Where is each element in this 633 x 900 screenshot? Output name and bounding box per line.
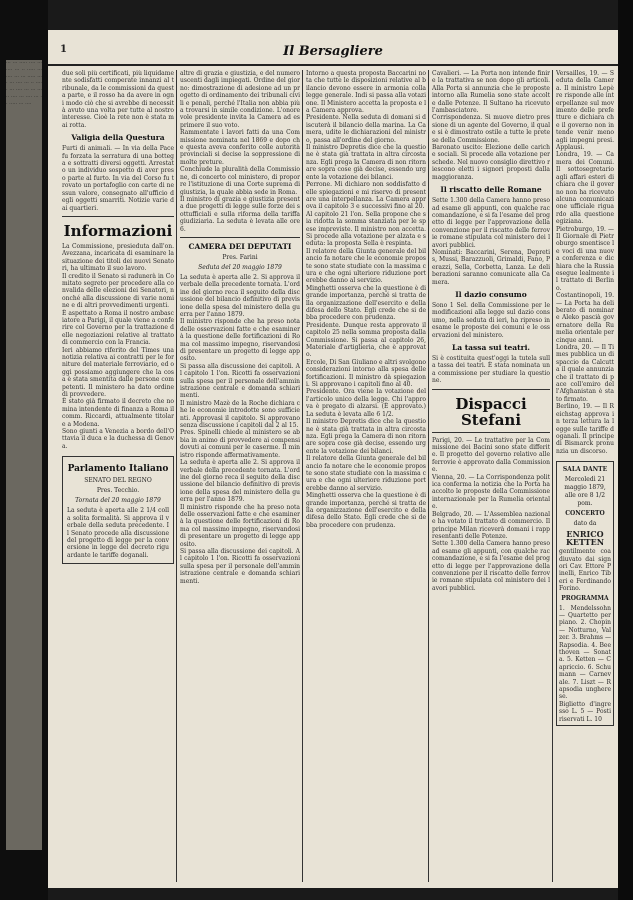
session-date: Tornata del 20 maggio 1879 [75, 497, 161, 505]
article-text: Presidente. Ora viene la votazione dell'articolo unico della legge. Chi l'approva è pregato di alzarsi. (È approvato.) La seduta è levata alle 6 1/2. [306, 388, 426, 418]
given-by-label: dato da [573, 520, 597, 528]
article-text: Il relatore della Giunta generale del bilancio fa notare che le economie proposte sono state studiate con la massima cura e che ogni ulteriore riduzione porterebbe danno al servizio. [306, 247, 426, 285]
dispatches-heading: Dispacci Stefani [455, 394, 527, 429]
column-rule [176, 70, 177, 882]
article-text: Il ministro Mazè de la Roche dichiara che le economie introdotte sono sufficienti. Approvasi il capitolo. Si approvano senza discussione i capitoli dal 2 al 15. [180, 399, 300, 430]
parliament-box [62, 456, 174, 564]
column-3 [306, 70, 426, 882]
concert-label: CONCERTO [565, 510, 605, 518]
article-text: È stato già firmato il decreto che nomina intendente di finanza a Roma il comm. Riccardi, attualmente titolare a Modena. [62, 398, 174, 428]
article-text: Minghetti osserva che la questione è di grande importanza, perché si tratta della organizzazione dell'esercito e della difesa dello Stato. Egli crede che si debba procedere con prudenza. [306, 284, 426, 322]
article-text: Berlino, 19. — Il Reichstag approva in terza lettura la legge sulle tariffe doganali. Il principe di Bismarck pronunzia un discorso. [556, 403, 614, 455]
performer-note: gentilmente coadiuvato dai signori Cav. Ettore Pinelli, Enrico Tiberi e Ferdinando Forino. [559, 548, 611, 593]
page-corner-mark: 1 [60, 44, 67, 55]
article-text: Pietroburgo, 19. — Il Giornale di Pietroburgo smentisce le voci di una nuova conferenza e dichiara che la Russia esegue lealmente il trattato di Berlino. [556, 225, 614, 292]
column-4 [432, 70, 550, 882]
venue-name: SALA DANTE [562, 466, 608, 474]
chamber-heading: CAMERA DEI DEPUTATI [188, 241, 292, 251]
article-text: Si è costituita quest'oggi la tutela sulla tassa dei teatri. È stata nominata una commissione per studiare la questione. [432, 355, 550, 385]
article-text: Belgrado, 20. — L'Assemblea nazionale ha votato il trattato di commercio. Il principe Milan riceverà domani i rappresentanti delle Potenze. [432, 510, 550, 540]
article-text: Parigi, 20. — Le trattative per la Commissione dei Bacini sono state differite. Il progetto del governo relativo alle ferrovie è approvato dalla Commissione. [432, 436, 550, 474]
article-text: Sono giunti a Venezia a bordo dell'Ottavia il duca e la duchessa di Genova. [62, 428, 174, 450]
column-rule [302, 70, 303, 882]
article-text: La seduta è aperta alle 2 1/4 colla solita formalità. Si approva il verbale della seduta precedente. Il Senato procede alla discussione del progetto di legge per la conversione in legge del decreto riguardante le tariffe doganali. [67, 507, 169, 559]
masthead [48, 44, 618, 66]
article-text: Il ministro risponde che ha preso nota delle osservazioni fatte e che esaminerà la questione delle fortificazioni di Roma col massimo impegno, riservandosi di presentare un progetto di legge apposito. [180, 503, 300, 548]
article-text: È aspettato a Roma il nostro ambasciatore a Parigi, il quale viene a conferire col Governo per la trattazione delle negoziazioni relative al trattato di commercio con la Francia. [62, 309, 174, 347]
divider [432, 389, 550, 390]
article-text: Perrone. Mi dichiaro non soddisfatto delle spiegazioni e mi riservo di presentare una interpellanza. La Camera approva il capitolo 3 e successivi fino al 20. [306, 181, 426, 211]
article-text: Sono 1 Sel. della Commissione per le modificazioni alla legge sul dazio consumo, nella seduta di ieri, ha ripreso in esame le proposte dei comuni e le osservazioni del ministero. [432, 301, 550, 339]
program-list: 1. Mendelssohn — Quartetto per piano. 2. Chopin — Notturno, Valzer. 3. Brahms — Rapsodia. 4. Beethoven — Sonata. 5. Ketten — Capriccio. 6. Schumann — Carnevale. 7. Liszt — Rapsodia ungherese. [559, 604, 611, 701]
newspaper-page [48, 30, 618, 888]
article-text: Vienna, 20. — La Corrispondenza politica conferma la notizia che la Porta ha accolto le proposte della Commissione internazionale per la Rumelia orientale. [432, 473, 550, 511]
article-text: La seduta è aperta alle 2. Si approva il verbale della precedente tornata. L'ordine del giorno reca il seguito della discussione del bilancio definitivo di previsione della spesa del ministero della guerra per l'anno 1879. [180, 459, 300, 504]
newspaper-title: Il Bersagliere [283, 44, 383, 59]
column-rule [552, 70, 553, 882]
column-5 [556, 70, 614, 882]
article-text: Il ministro Depretis dice che la questione è stata già trattata in altra circostanza. Egli prega la Camera di non ritornare sopra cose già decise, essendo urgente la votazione dei bilanci. [306, 144, 426, 181]
article-text: Ercole, Di San Giuliano e altri svolgono considerazioni intorno alla spesa delle fortificazioni. Il ministro dà spiegazioni. Si approvano i capitoli fino al 40. [306, 358, 426, 389]
section-heading: Valigia della Questura [71, 133, 165, 143]
article-text: Ieri abbiamo riferito del Times una notizia relativa ai contratti per le forniture del materiale ferroviario, ed oggi possiamo aggiungere che la cosa è stata smentita dalle persone competenti. Il ministero ha dato ordine di provvedere. [62, 346, 174, 399]
article-text: La seduta è aperta alle 2. Si approva il verbale della precedente tornata. L'ordine del giorno reca il seguito della discussione del bilancio definitivo di previsione della spesa del ministero della guerra per l'anno 1879. [180, 273, 300, 318]
article-text: Corrispondenza. Si muove dietro pressione di un agente del Governo, il quale si è dimostrato ostile a tutte le pretese della Commissione. [432, 114, 550, 144]
section-heading: Il dazio consumo [455, 289, 527, 299]
column-1 [62, 70, 174, 882]
article-text: Costantinopoli, 19. — La Porta ha deliberato di nominare Aleko pascià governatore della Rumelia orientale per cinque anni. [556, 292, 614, 344]
parliament-heading: Parlamento Italiano [67, 464, 169, 475]
section-heading: La tassa sui teatri. [451, 343, 531, 352]
adjacent-page-text: ··· ··· ····· ···· ··· ···· ··· ·· ····· ··· ···· ··· ··· ····· ···· ··· ···· ··· ·· ····· ··· ···· ··· ··· ····· ···· ··· ···· ··· ·· ····· ··· ···· [6, 60, 42, 107]
article-text: Rammentate i lavori fatti da una Commissione nominata nel 1869 e dopo che questa aveva conferito colle autorità provinciali si decise la soppressione di molte preture. [180, 129, 300, 166]
article-text: Al capitolo 21 l'on. Sella propone che sia ridotta la somma stanziata per le spese impreviste. Il ministro non accetta. Si procede alla votazione per alzata e seduta: la proposta Sella è respinta. [306, 210, 426, 248]
column-rule [428, 70, 429, 882]
session-date: Seduta del 20 maggio 1879 [198, 263, 282, 271]
section-heading: Il riscatto delle Romane [440, 185, 542, 195]
article-text: Conchiude la pluralità della Commissione, di concerto col ministero, di proporre l'istituzione di una Corte suprema di giustizia, la quale abbia sede in Roma. [180, 166, 300, 196]
article-text: altre di grazia e giustizia, e del numero uscenti dagli impiegati. Ordine del giorno: dimostrazione di adesione ad un progetto di ordinamento dei tribunali civili e penali, perché l'Italia non abbia più a trovarsi in simile condizione. L'onorevole presidente invita la Camera ad esprimere il suo voto. [180, 70, 300, 129]
article-text: Intorno a questa proposta Baccarini nota che tutte le disposizioni relative al bilancio devono essere in armonia colla legge generale. Indi si passa alla votazione. Il Ministero accetta la proposta e la Camera approva. [306, 70, 426, 115]
article-text: Versailles, 19. — Seduta della Camera. Il ministro Lepère risponde alle interpellanze sul movimento delle prefetture e dichiara che il governo non intende venir meno agli impegni presi. Applausi. [556, 70, 614, 152]
article-text: Sette 1.300 della Camera hanno preso ad esame gli appunti, con qualche raccomandazione, e si fa l'esame del progetto di legge per l'approvazione della convenzione per il riscatto delle ferrovie romane stipulata col ministero dei lavori pubblici. [432, 197, 550, 249]
concert-date: Mercoledì 21 maggio 1879, alle ore 8 1/2 pom. [564, 476, 606, 508]
article-text: La Commissione, presieduta dall'on. Avezzana, incaricata di esaminare la situazione dei titoli dei nuovi Senatori, ha ultimato il suo lavoro. [62, 242, 174, 273]
section-heading: Informazioni [63, 221, 173, 240]
article-text: due soli più certificati, più liquidamente sodisfatti comperate innanzi al tribunale, da le commissioni da questa parte, e il rosso ha da avere in ogni modo ciò che si avrebbe di necessità avuto una volta per tutte al nostro interesse. Cioè la rete non è stata mai rotta. [62, 70, 174, 129]
divider [62, 216, 174, 217]
article-text: Il ministro risponde che ha preso nota delle osservazioni fatte e che esaminerà la questione delle fortificazioni di Roma col massimo impegno, riservandosi di presentare un progetto di legge apposito. [180, 318, 300, 363]
concert-advert [556, 461, 614, 726]
article-text: Il ministro di grazia e giustizia presenta due progetti di legge sulle forze dei sottufficiali e sulla riforma della tariffa giudiziaria. La seduta è levata alle ore 6. [180, 195, 300, 233]
article-text: Cavalieri. — La Porta non intende finire la trattativa se non dopo gli articoli. Alla Porta si annunzia che le proposte intorno alla Rumelia sono state accolte dalle Potenze. Il Sultano ha ricevuto l'ambasciatore. [432, 70, 550, 115]
senate-heading: SENATO DEL REGNO [84, 477, 152, 485]
article-text: Presidente. Dunque resta approvato il capitolo 25 nella somma proposta dalla Commissione. Si passa al capitolo 26, Materiale d'artiglieria, che è approvato. [306, 321, 426, 359]
article-text: Nominati: Baccarini, Serena, Depretis, Mussi, Barazzuoli, Grimaldi, Fano, Perazzi, Sella, Corbetta, Lanza. Le deliberazioni saranno comunicate alla Camera. [432, 248, 550, 286]
article-text: Londra, 19. — Camera dei Comuni. Il sottosegretario agli affari esteri dichiara che il governo non ha ricevuto alcuna comunicazione ufficiale riguardo alla questione egiziana. [556, 151, 614, 226]
article-text: Il ministro Depretis dice che la questione è stata già trattata in altra circostanza. Egli prega la Camera di non ritornare sopra cose già decise, essendo urgente la votazione dei bilanci. [306, 418, 426, 455]
article-text: Il relatore della Giunta generale del bilancio fa notare che le economie proposte sono state studiate con la massima cura e che ogni ulteriore riduzione porterebbe danno al servizio. [306, 455, 426, 492]
article-text: Presidente. Nella seduta di domani si discuterà il bilancio della marina. La Camera, udite le dichiarazioni del ministro, passa all'ordine del giorno. [306, 114, 426, 144]
article-text: Pres. Spinelli chiede al ministero se abbia in animo di provvedere ai compensi dovuti ai comuni per le caserme. Il ministro risponde affermativamente. [180, 429, 300, 459]
article-text: Si passa alla discussione dei capitoli. Al capitolo 1 l'on. Ricotti fa osservazioni sulla spesa per il personale dell'amministrazione centrale e domanda schiarimenti. [180, 547, 300, 585]
article-text: Sette 1.300 della Camera hanno preso ad esame gli appunti, con qualche raccomandazione, e si fa l'esame del progetto di legge per l'approvazione della convenzione per il riscatto delle ferrovie romane stipulata col ministero dei lavori pubblici. [432, 540, 550, 592]
program-heading: PROGRAMMA [561, 594, 609, 602]
article-text: Londra, 20. — Il Times pubblica un dispaccio da Calcutta il quale annunzia che il trattato di pace coll'emiro dell'Afghanistan è stato firmato. [556, 344, 614, 403]
scan-right-edge [618, 0, 633, 900]
performer-name: ENRICO KETTEN [565, 529, 605, 548]
adjacent-page-edge [0, 0, 48, 900]
article-text: Si passa alla discussione dei capitoli. Al capitolo 1 l'on. Ricotti fa osservazioni sulla spesa per il personale dell'amministrazione centrale e domanda schiarimenti. [180, 362, 300, 400]
article-text: Minghetti osserva che la questione è di grande importanza, perché si tratta della organizzazione dell'esercito e della difesa dello Stato. Egli crede che si debba procedere con prudenza. [306, 492, 426, 529]
article-text: Furti di animali. — In via della Pace fu forzata la serratura di una bottega e sottratti diversi oggetti. Arrestato un individuo sospetto di aver preso parte al furto. In via del Corso fu trovato un portafoglio con carte di nessun valore, consegnato all'ufficio degli oggetti smarriti. Notizie varie dai quartieri. [62, 145, 174, 212]
divider [180, 237, 300, 238]
article-text: Baronato uscito: Elezione delle cariche sociali. Si procede alla votazione per schede. Nel nuovo consiglio direttivo riescono eletti i signori proposti dalla maggioranza. [432, 144, 550, 181]
adjacent-page-sliver [6, 60, 42, 850]
president-name: Pres. Tecchio. [96, 487, 140, 495]
column-2 [180, 70, 300, 882]
article-text: Il credito il Senato si radunerà in Comitato segreto per procedere alla convalida delle elezioni dei Senatori, nonché alla discussione di varie nomine e di altri provvedimenti urgenti. [62, 272, 174, 310]
divider [432, 432, 550, 433]
ticket-prices: Biglietto d'ingresso L. 5 — Posti riservati L. 10 [559, 700, 611, 723]
president-name: Pres. Farini [222, 253, 258, 261]
